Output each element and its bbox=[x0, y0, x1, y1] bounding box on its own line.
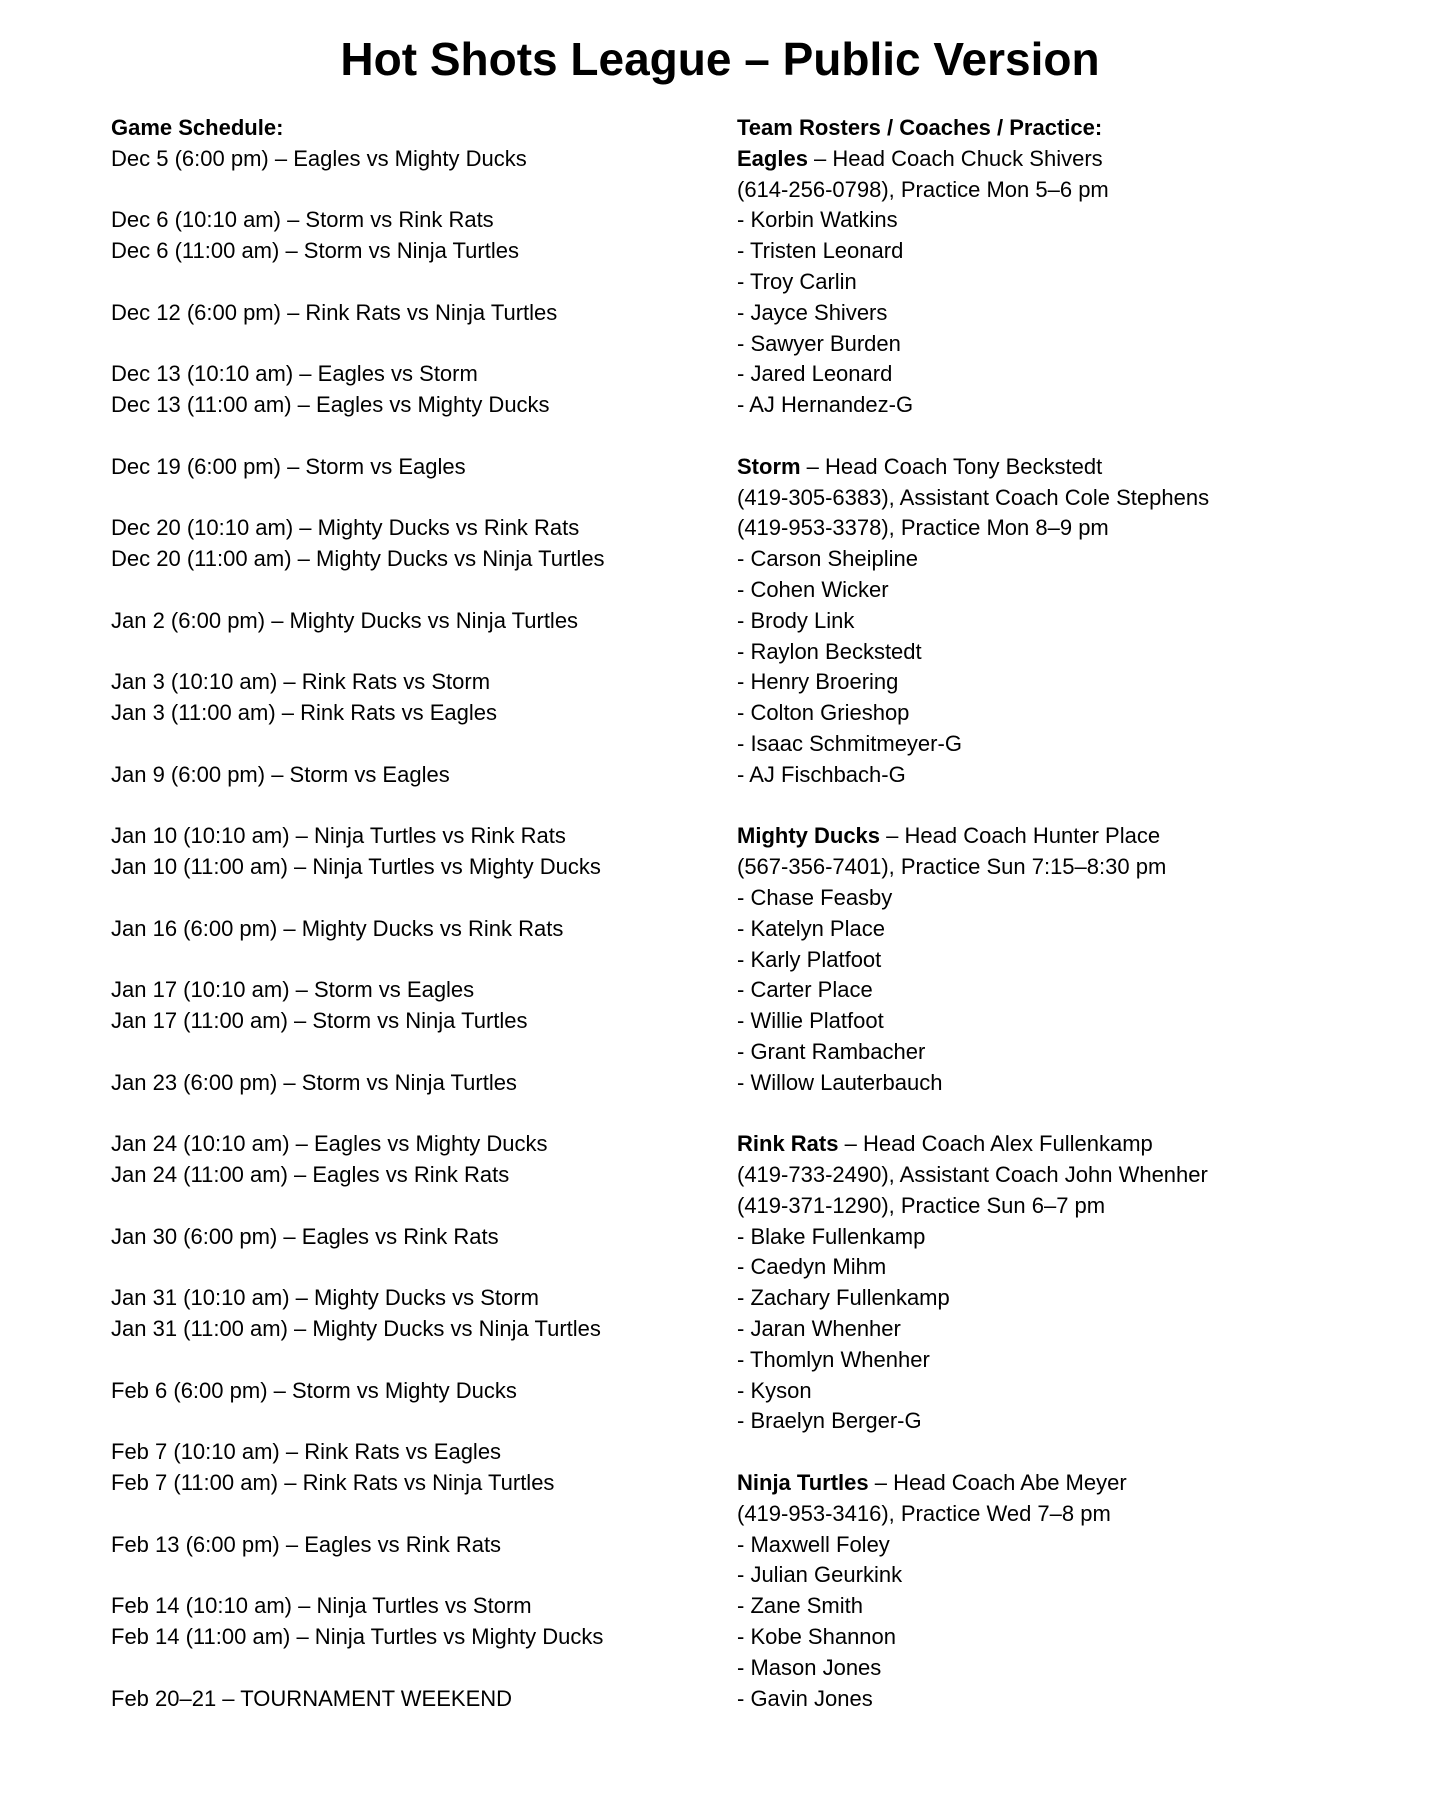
player-line: - Thomlyn Whenher bbox=[737, 1346, 930, 1372]
player-line: - Henry Broering bbox=[737, 669, 899, 695]
team-section bbox=[737, 821, 1400, 1098]
schedule-group bbox=[111, 1283, 737, 1345]
schedule-line: Feb 14 (10:10 am) – Ninja Turtles vs Storm bbox=[111, 1593, 532, 1619]
team-name: Storm bbox=[737, 453, 801, 479]
player-line: - Julian Geurkink bbox=[737, 1562, 903, 1588]
schedule-line: Feb 14 (11:00 am) – Ninja Turtles vs Mighty Ducks bbox=[111, 1624, 604, 1650]
player-line: - Willie Platfoot bbox=[737, 1008, 884, 1034]
schedule-group bbox=[111, 1222, 737, 1253]
schedule-group bbox=[111, 1376, 737, 1407]
schedule-line: Jan 24 (11:00 am) – Eagles vs Rink Rats bbox=[111, 1162, 510, 1188]
team-header-rest: – Head Coach Abe Meyer bbox=[868, 1470, 1127, 1496]
schedule-line: Jan 30 (6:00 pm) – Eagles vs Rink Rats bbox=[111, 1223, 499, 1249]
schedule-line: Feb 20–21 – TOURNAMENT WEEKEND bbox=[111, 1685, 513, 1711]
player-line: - Sawyer Burden bbox=[737, 330, 901, 356]
schedule-group bbox=[111, 667, 737, 729]
schedule-line: Jan 17 (11:00 am) – Storm vs Ninja Turtles bbox=[111, 1008, 528, 1034]
rosters-column bbox=[737, 113, 1400, 1714]
rosters-heading: Team Rosters / Coaches / Practice: bbox=[737, 115, 1103, 140]
team-info-line: (614-256-0798), Practice Mon 5–6 pm bbox=[737, 176, 1109, 202]
team-section bbox=[737, 1129, 1400, 1437]
team-name: Mighty Ducks bbox=[737, 823, 881, 849]
schedule-group bbox=[111, 1068, 737, 1099]
player-line: - Tristen Leonard bbox=[737, 238, 904, 264]
page-title: Hot Shots League – Public Version bbox=[340, 33, 1100, 85]
schedule-line: Dec 20 (10:10 am) – Mighty Ducks vs Rink Rats bbox=[111, 515, 580, 541]
schedule-line: Feb 6 (6:00 pm) – Storm vs Mighty Ducks bbox=[111, 1377, 517, 1403]
content-columns bbox=[0, 113, 1440, 1714]
document-page bbox=[0, 33, 1440, 1714]
schedule-line: Jan 10 (10:10 am) – Ninja Turtles vs Rink Rats bbox=[111, 823, 566, 849]
player-line: - Kyson bbox=[737, 1377, 812, 1403]
team-info-line: (419-953-3378), Practice Mon 8–9 pm bbox=[737, 515, 1109, 541]
player-line: - Braelyn Berger-G bbox=[737, 1408, 922, 1434]
player-line: - Korbin Watkins bbox=[737, 207, 898, 233]
team-section bbox=[737, 452, 1400, 791]
player-line: - Willow Lauterbauch bbox=[737, 1069, 943, 1095]
schedule-group bbox=[111, 821, 737, 883]
schedule-line: Dec 12 (6:00 pm) – Rink Rats vs Ninja Turtles bbox=[111, 299, 558, 325]
team-info-line: (419-371-1290), Practice Sun 6–7 pm bbox=[737, 1192, 1106, 1218]
team-header-rest: – Head Coach Hunter Place bbox=[880, 823, 1161, 849]
schedule-group bbox=[111, 914, 737, 945]
schedule-group bbox=[111, 205, 737, 267]
schedule-line: Dec 19 (6:00 pm) – Storm vs Eagles bbox=[111, 453, 466, 479]
schedule-heading: Game Schedule: bbox=[111, 115, 284, 140]
schedule-line: Dec 6 (10:10 am) – Storm vs Rink Rats bbox=[111, 207, 494, 233]
player-line: - Katelyn Place bbox=[737, 915, 885, 941]
schedule-line: Jan 3 (10:10 am) – Rink Rats vs Storm bbox=[111, 669, 491, 695]
team-info-line: (567-356-7401), Practice Sun 7:15–8:30 pm bbox=[737, 854, 1167, 880]
schedule-group bbox=[111, 760, 737, 791]
team-header-line bbox=[737, 821, 1400, 852]
team-section bbox=[737, 144, 1400, 421]
player-line: - Mason Jones bbox=[737, 1654, 882, 1680]
schedule-group bbox=[111, 1684, 737, 1715]
team-name: Rink Rats bbox=[737, 1131, 839, 1157]
team-section bbox=[737, 1468, 1400, 1714]
player-line: - Jaran Whenher bbox=[737, 1316, 901, 1342]
schedule-line: Jan 2 (6:00 pm) – Mighty Ducks vs Ninja Turtles bbox=[111, 607, 579, 633]
schedule-group bbox=[111, 1530, 737, 1561]
player-line: - Brody Link bbox=[737, 607, 855, 633]
player-line: - Isaac Schmitmeyer-G bbox=[737, 730, 962, 756]
schedule-group bbox=[111, 975, 737, 1037]
schedule-group bbox=[111, 144, 737, 175]
schedule-group bbox=[111, 452, 737, 483]
player-line: - Grant Rambacher bbox=[737, 1038, 926, 1064]
player-line: - Blake Fullenkamp bbox=[737, 1223, 926, 1249]
player-line: - Colton Grieshop bbox=[737, 700, 910, 726]
team-header-line bbox=[737, 144, 1400, 175]
player-line: - AJ Fischbach-G bbox=[737, 761, 906, 787]
player-line: - Cohen Wicker bbox=[737, 576, 889, 602]
player-line: - Carter Place bbox=[737, 977, 873, 1003]
schedule-group bbox=[111, 606, 737, 637]
player-line: - AJ Hernandez-G bbox=[737, 392, 914, 418]
player-line: - Jayce Shivers bbox=[737, 299, 888, 325]
schedule-group bbox=[111, 1129, 737, 1191]
team-header-rest: – Head Coach Tony Beckstedt bbox=[800, 453, 1103, 479]
team-header-line bbox=[737, 1129, 1400, 1160]
schedule-line: Dec 5 (6:00 pm) – Eagles vs Mighty Ducks bbox=[111, 145, 527, 171]
schedule-line: Jan 16 (6:00 pm) – Mighty Ducks vs Rink Rats bbox=[111, 915, 564, 941]
player-line: - Kobe Shannon bbox=[737, 1624, 897, 1650]
player-line: - Zane Smith bbox=[737, 1593, 863, 1619]
schedule-line: Feb 13 (6:00 pm) – Eagles vs Rink Rats bbox=[111, 1531, 502, 1557]
schedule-line: Dec 13 (10:10 am) – Eagles vs Storm bbox=[111, 361, 478, 387]
schedule-line: Jan 31 (10:10 am) – Mighty Ducks vs Storm bbox=[111, 1285, 539, 1311]
team-info-line: (419-953-3416), Practice Wed 7–8 pm bbox=[737, 1500, 1111, 1526]
schedule-line: Jan 23 (6:00 pm) – Storm vs Ninja Turtles bbox=[111, 1069, 517, 1095]
schedule-group bbox=[111, 359, 737, 421]
team-header-line bbox=[737, 452, 1400, 483]
team-info-line: (419-733-2490), Assistant Coach John Whenher bbox=[737, 1162, 1208, 1188]
player-line: - Caedyn Mihm bbox=[737, 1254, 887, 1280]
schedule-line: Jan 17 (10:10 am) – Storm vs Eagles bbox=[111, 977, 475, 1003]
roster-teams bbox=[737, 144, 1400, 1715]
player-line: - Karly Platfoot bbox=[737, 946, 882, 972]
player-line: - Raylon Beckstedt bbox=[737, 638, 922, 664]
player-line: - Carson Sheipline bbox=[737, 546, 918, 572]
player-line: - Gavin Jones bbox=[737, 1685, 873, 1711]
schedule-column bbox=[111, 113, 737, 1714]
player-line: - Maxwell Foley bbox=[737, 1531, 890, 1557]
player-line: - Zachary Fullenkamp bbox=[737, 1285, 950, 1311]
schedule-groups bbox=[111, 144, 737, 1715]
team-header-rest: – Head Coach Chuck Shivers bbox=[807, 145, 1103, 171]
schedule-line: Dec 20 (11:00 am) – Mighty Ducks vs Ninja Turtles bbox=[111, 546, 605, 572]
schedule-line: Jan 31 (11:00 am) – Mighty Ducks vs Ninja Turtles bbox=[111, 1316, 601, 1342]
schedule-line: Jan 10 (11:00 am) – Ninja Turtles vs Mighty Ducks bbox=[111, 854, 601, 880]
team-info-line: (419-305-6383), Assistant Coach Cole Stephens bbox=[737, 484, 1210, 510]
player-line: - Jared Leonard bbox=[737, 361, 893, 387]
schedule-group bbox=[111, 298, 737, 329]
schedule-line: Feb 7 (11:00 am) – Rink Rats vs Ninja Turtles bbox=[111, 1470, 555, 1496]
schedule-line: Dec 6 (11:00 am) – Storm vs Ninja Turtles bbox=[111, 238, 519, 264]
team-header-rest: – Head Coach Alex Fullenkamp bbox=[838, 1131, 1153, 1157]
team-name: Ninja Turtles bbox=[737, 1470, 869, 1496]
schedule-group bbox=[111, 1437, 737, 1499]
schedule-line: Jan 9 (6:00 pm) – Storm vs Eagles bbox=[111, 761, 450, 787]
schedule-line: Jan 3 (11:00 am) – Rink Rats vs Eagles bbox=[111, 700, 497, 726]
player-line: - Chase Feasby bbox=[737, 884, 893, 910]
team-header-line bbox=[737, 1468, 1400, 1499]
schedule-line: Dec 13 (11:00 am) – Eagles vs Mighty Ducks bbox=[111, 392, 550, 418]
player-line: - Troy Carlin bbox=[737, 268, 857, 294]
schedule-group bbox=[111, 1591, 737, 1653]
schedule-line: Jan 24 (10:10 am) – Eagles vs Mighty Ducks bbox=[111, 1131, 548, 1157]
schedule-line: Feb 7 (10:10 am) – Rink Rats vs Eagles bbox=[111, 1439, 502, 1465]
team-name: Eagles bbox=[737, 145, 808, 171]
schedule-group bbox=[111, 513, 737, 575]
